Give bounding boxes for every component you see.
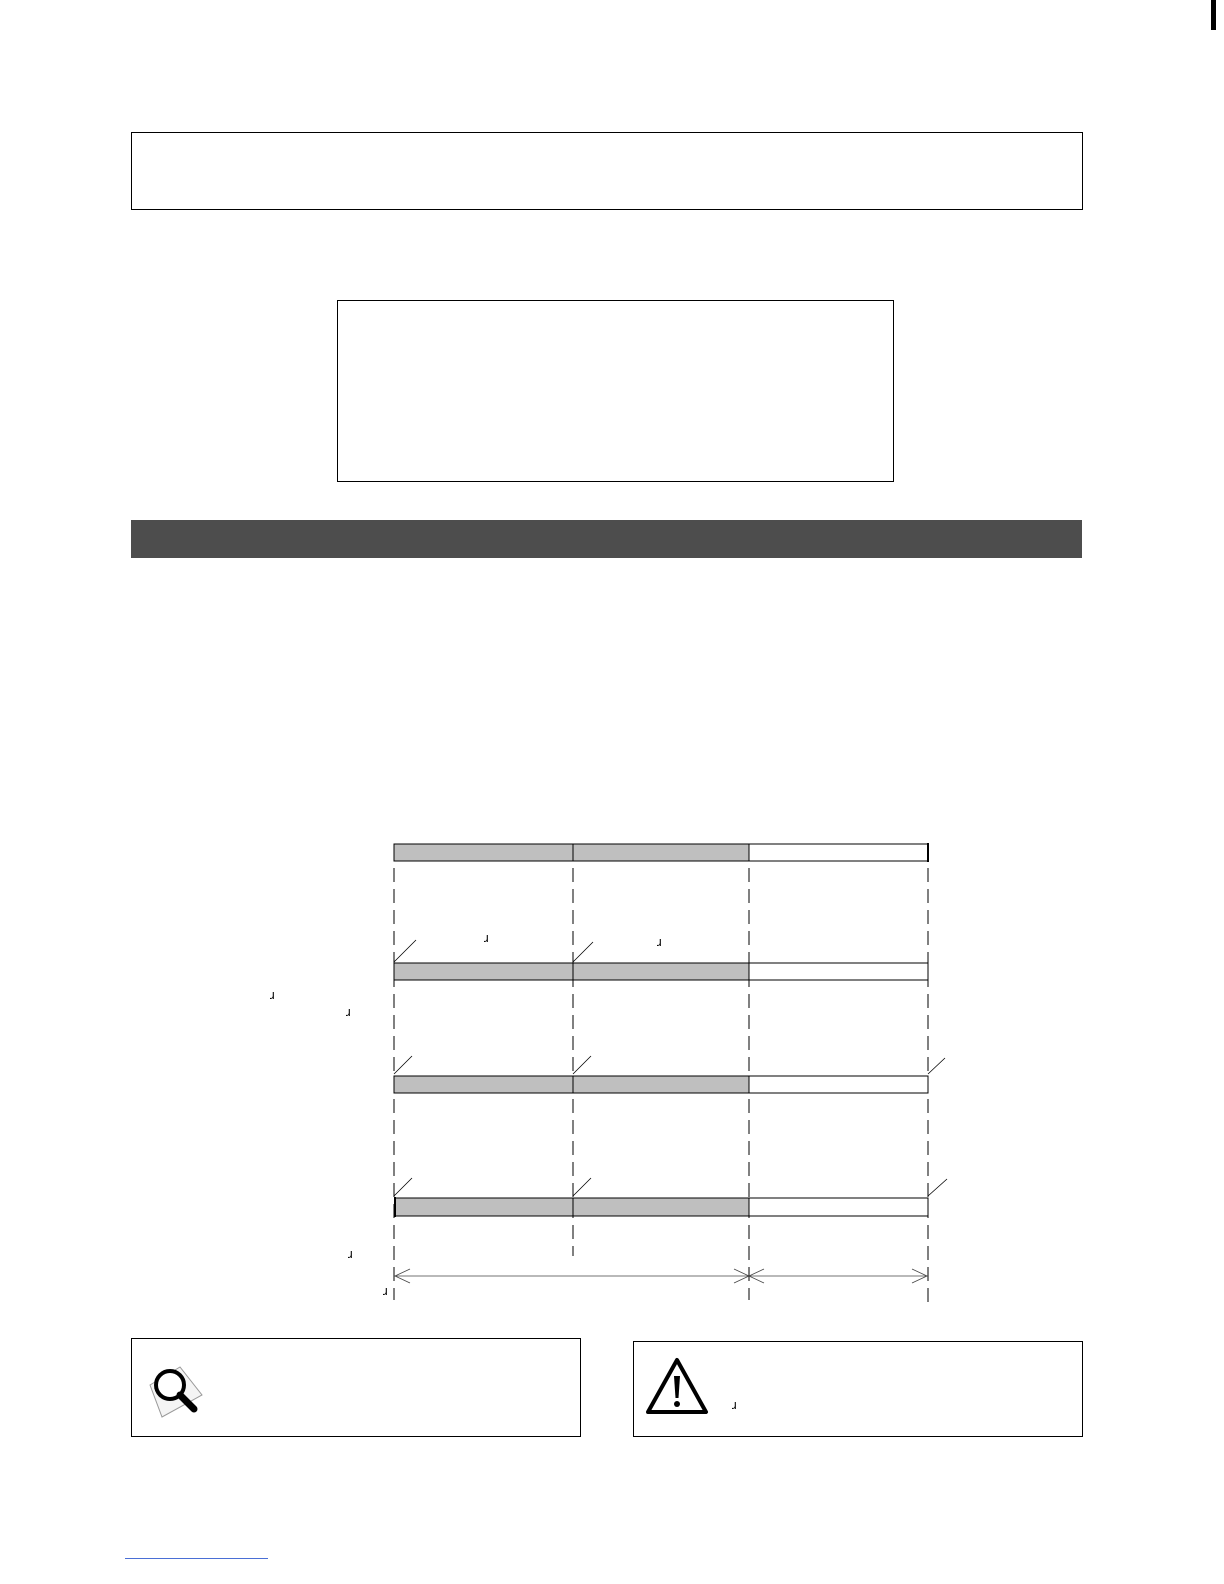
timing-row-3 xyxy=(394,1076,928,1093)
glyph-mark: ɹ xyxy=(732,1398,737,1412)
warning-triangle-icon xyxy=(644,1356,710,1418)
glyph-mark: ɹ xyxy=(348,1247,353,1261)
timing-row-1 xyxy=(394,843,928,862)
glyph-mark: ɹ xyxy=(484,931,489,945)
caution-note-box xyxy=(633,1341,1083,1437)
note-glyphs xyxy=(270,931,662,1298)
glyph-mark: ɹ xyxy=(383,1284,388,1298)
magnifier-book-icon xyxy=(140,1355,210,1425)
info-note-box xyxy=(131,1338,581,1437)
glyph-mark: ɹ xyxy=(346,1005,351,1019)
timing-row-2 xyxy=(394,963,928,980)
timing-row-4 xyxy=(395,1197,928,1217)
glyph-mark: ɹ xyxy=(270,988,275,1002)
glyph-mark: ɹ xyxy=(657,935,662,949)
span-arrows xyxy=(395,1269,927,1283)
footer-link-underline[interactable] xyxy=(125,1558,268,1559)
